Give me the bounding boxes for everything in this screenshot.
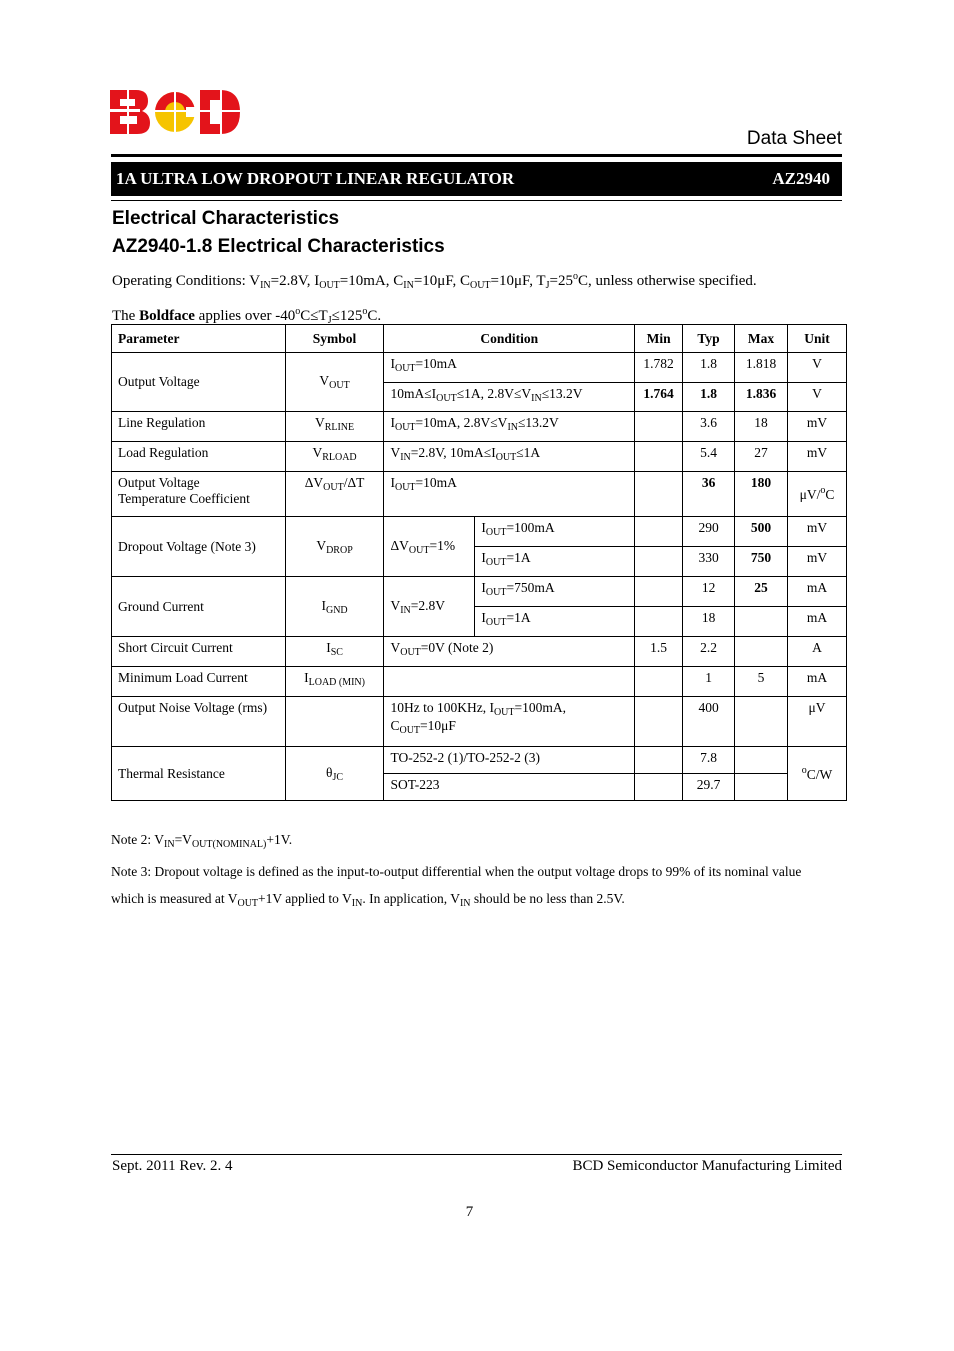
header-max: Max — [735, 325, 788, 353]
min-cell — [635, 747, 683, 774]
typ-cell: 29.7 — [683, 774, 735, 801]
note-2: Note 2: $V_{IN}=V_{OUT(NOMINAL)}+1V$. — [111, 832, 293, 850]
max-cell — [735, 637, 788, 667]
typ-cell: 12 — [683, 577, 735, 607]
max-cell: 18 — [735, 412, 788, 442]
table-header-row — [112, 325, 847, 353]
param-output-voltage: Output Voltage — [112, 353, 286, 412]
max-cell: 25 — [735, 577, 788, 607]
min-cell — [635, 577, 683, 607]
subcondition-cell: $I_{OUT}=1A$ — [475, 607, 635, 637]
param-temp-coefficient: Output Voltage Temperature Coefficient — [112, 472, 286, 517]
symbol-isc: $I_{SC}$ — [285, 637, 384, 667]
condition-cell: $V_{IN}=2.8V$ — [384, 577, 475, 637]
param-dropout-voltage: Dropout Voltage (Note 3) — [112, 517, 286, 577]
notes — [111, 826, 847, 917]
typ-cell: 330 — [683, 547, 735, 577]
condition-cell: $10mA\le I_{OUT}\le 1A$, $2.8V\le V_{IN}\le 13.2V$ — [384, 383, 635, 412]
symbol-noise — [285, 697, 384, 747]
condition-cell — [384, 667, 635, 697]
typ-cell: 1 — [683, 667, 735, 697]
max-cell: 1.836 — [735, 383, 788, 412]
symbol-theta-jc: $\theta_{JC}$ — [285, 747, 384, 801]
condition-cell: $\Delta V_{OUT}=1\%$ — [384, 517, 475, 577]
unit-cell: mV — [787, 412, 846, 442]
symbol-dvout-dt: $\Delta V_{OUT}/\Delta T$ — [285, 472, 384, 517]
header-symbol: Symbol — [285, 325, 384, 353]
max-cell: 750 — [735, 547, 788, 577]
min-cell — [635, 442, 683, 472]
title-bar — [111, 162, 842, 196]
min-cell — [635, 412, 683, 442]
table-row — [112, 697, 847, 747]
table-row — [112, 667, 847, 697]
condition-cell: $I_{OUT}=10mA$ — [384, 472, 635, 517]
header-parameter: Parameter — [112, 325, 286, 353]
symbol-ignd: $I_{GND}$ — [285, 577, 384, 637]
title-rule-bottom — [111, 200, 842, 201]
symbol-vrload: $V_{RLOAD}$ — [285, 442, 384, 472]
subcondition-cell: $I_{OUT}=1A$ — [475, 547, 635, 577]
table-row — [112, 472, 847, 517]
min-cell — [635, 607, 683, 637]
table-row — [112, 637, 847, 667]
min-cell — [635, 697, 683, 747]
min-cell: 1.764 — [635, 383, 683, 412]
unit-cell: μV/$^o$C — [787, 472, 846, 517]
bcd-logo — [110, 88, 240, 136]
max-cell: 500 — [735, 517, 788, 547]
typ-cell: 36 — [683, 472, 735, 517]
unit-cell: V — [787, 353, 846, 383]
subcondition-cell: $I_{OUT}=100mA$ — [475, 517, 635, 547]
subsection-title: AZ2940-1.8 Electrical Characteristics — [112, 236, 445, 257]
unit-cell: mA — [787, 577, 846, 607]
min-cell: 1.782 — [635, 353, 683, 383]
subcondition-cell: $I_{OUT}=750mA$ — [475, 577, 635, 607]
max-cell — [735, 774, 788, 801]
page-number: 7 — [465, 1204, 474, 1220]
footer-company: BCD Semiconductor Manufacturing Limited — [572, 1158, 842, 1174]
unit-cell: mV — [787, 517, 846, 547]
param-min-load-current: Minimum Load Current — [112, 667, 286, 697]
condition-cell: $I_{OUT}=10mA$, $2.8V\le V_{IN}\le 13.2V$ — [384, 412, 635, 442]
typ-cell: 1.8 — [683, 383, 735, 412]
table-row — [112, 577, 847, 607]
header-unit: Unit — [787, 325, 846, 353]
min-cell — [635, 547, 683, 577]
param-ground-current: Ground Current — [112, 577, 286, 637]
typ-cell: 7.8 — [683, 747, 735, 774]
header-condition: Condition — [384, 325, 635, 353]
footer-date: Sept. 2011 Rev. 2. 4 — [112, 1158, 233, 1174]
part-number: AZ2940 — [772, 169, 830, 188]
doc-type-label: Data Sheet — [746, 128, 842, 149]
table-row — [112, 353, 847, 383]
typ-cell: 1.8 — [683, 353, 735, 383]
unit-cell: mA — [787, 607, 846, 637]
min-cell: 1.5 — [635, 637, 683, 667]
header-min: Min — [635, 325, 683, 353]
unit-cell: μV — [787, 697, 846, 747]
table-row — [112, 442, 847, 472]
section-title: Electrical Characteristics — [112, 208, 340, 229]
param-output-noise: Output Noise Voltage (rms) — [112, 697, 286, 747]
unit-cell: mA — [787, 667, 846, 697]
unit-cell: mV — [787, 442, 846, 472]
condition-cell: $V_{IN}=2.8V$, $10mA\le I_{OUT}\le 1A$ — [384, 442, 635, 472]
min-cell — [635, 472, 683, 517]
unit-cell: V — [787, 383, 846, 412]
table-row — [112, 517, 847, 547]
param-line-regulation: Line Regulation — [112, 412, 286, 442]
max-cell: 1.818 — [735, 353, 788, 383]
min-cell — [635, 774, 683, 801]
typ-cell: 3.6 — [683, 412, 735, 442]
note-3: Note 3: Dropout voltage is defined as the input-to-output differential when the output voltage drops to 99% of its nominal value which is measured at $V_{OUT}+1V$ applied to $V_{IN}$. In application, $V_{IN}$ should be no less than 2.5V. — [111, 864, 802, 909]
param-load-regulation: Load Regulation — [112, 442, 286, 472]
operating-conditions: Operating Conditions: $V_{IN}=2.8V$, $I_{OUT}=10mA$, $C_{IN}=10\mu F$, $C_{OUT}=10\mu F$, $T_J=25^oC$, unless otherwise specified. The Boldface applies over $-40^oC\le T_J\le 125^oC$. — [112, 271, 757, 326]
typ-cell: 5.4 — [683, 442, 735, 472]
electrical-characteristics-table — [111, 324, 847, 801]
min-cell — [635, 517, 683, 547]
min-cell — [635, 667, 683, 697]
title-rule-top — [111, 154, 842, 157]
condition-cell: $V_{OUT}=0V$ (Note 2) — [384, 637, 635, 667]
doc-title: 1A ULTRA LOW DROPOUT LINEAR REGULATOR — [116, 169, 515, 188]
max-cell — [735, 747, 788, 774]
condition-cell: TO-252-2 (1)/TO-252-2 (3) — [384, 747, 635, 774]
max-cell: 27 — [735, 442, 788, 472]
condition-cell: $I_{OUT}=10mA$ — [384, 353, 635, 383]
symbol-vrline: $V_{RLINE}$ — [285, 412, 384, 442]
unit-cell: mV — [787, 547, 846, 577]
max-cell: 180 — [735, 472, 788, 517]
unit-cell: $^o$C/W — [787, 747, 846, 801]
unit-cell: A — [787, 637, 846, 667]
table-row — [112, 412, 847, 442]
typ-cell: 2.2 — [683, 637, 735, 667]
typ-cell: 18 — [683, 607, 735, 637]
footer-rule — [111, 1154, 842, 1155]
symbol-iload-min: $I_{LOAD (MIN)}$ — [285, 667, 384, 697]
condition-cell: SOT-223 — [384, 774, 635, 801]
param-thermal-resistance: Thermal Resistance — [112, 747, 286, 801]
max-cell — [735, 697, 788, 747]
symbol-vout: $V_{OUT}$ — [285, 353, 384, 412]
symbol-vdrop: $V_{DROP}$ — [285, 517, 384, 577]
typ-cell: 290 — [683, 517, 735, 547]
max-cell — [735, 607, 788, 637]
typ-cell: 400 — [683, 697, 735, 747]
table-row — [112, 747, 847, 774]
condition-cell: 10Hz to 100KHz, $I_{OUT}=100mA$, $C_{OUT}=10\mu F$ — [384, 697, 635, 747]
max-cell: 5 — [735, 667, 788, 697]
header-typ: Typ — [683, 325, 735, 353]
param-short-circuit: Short Circuit Current — [112, 637, 286, 667]
